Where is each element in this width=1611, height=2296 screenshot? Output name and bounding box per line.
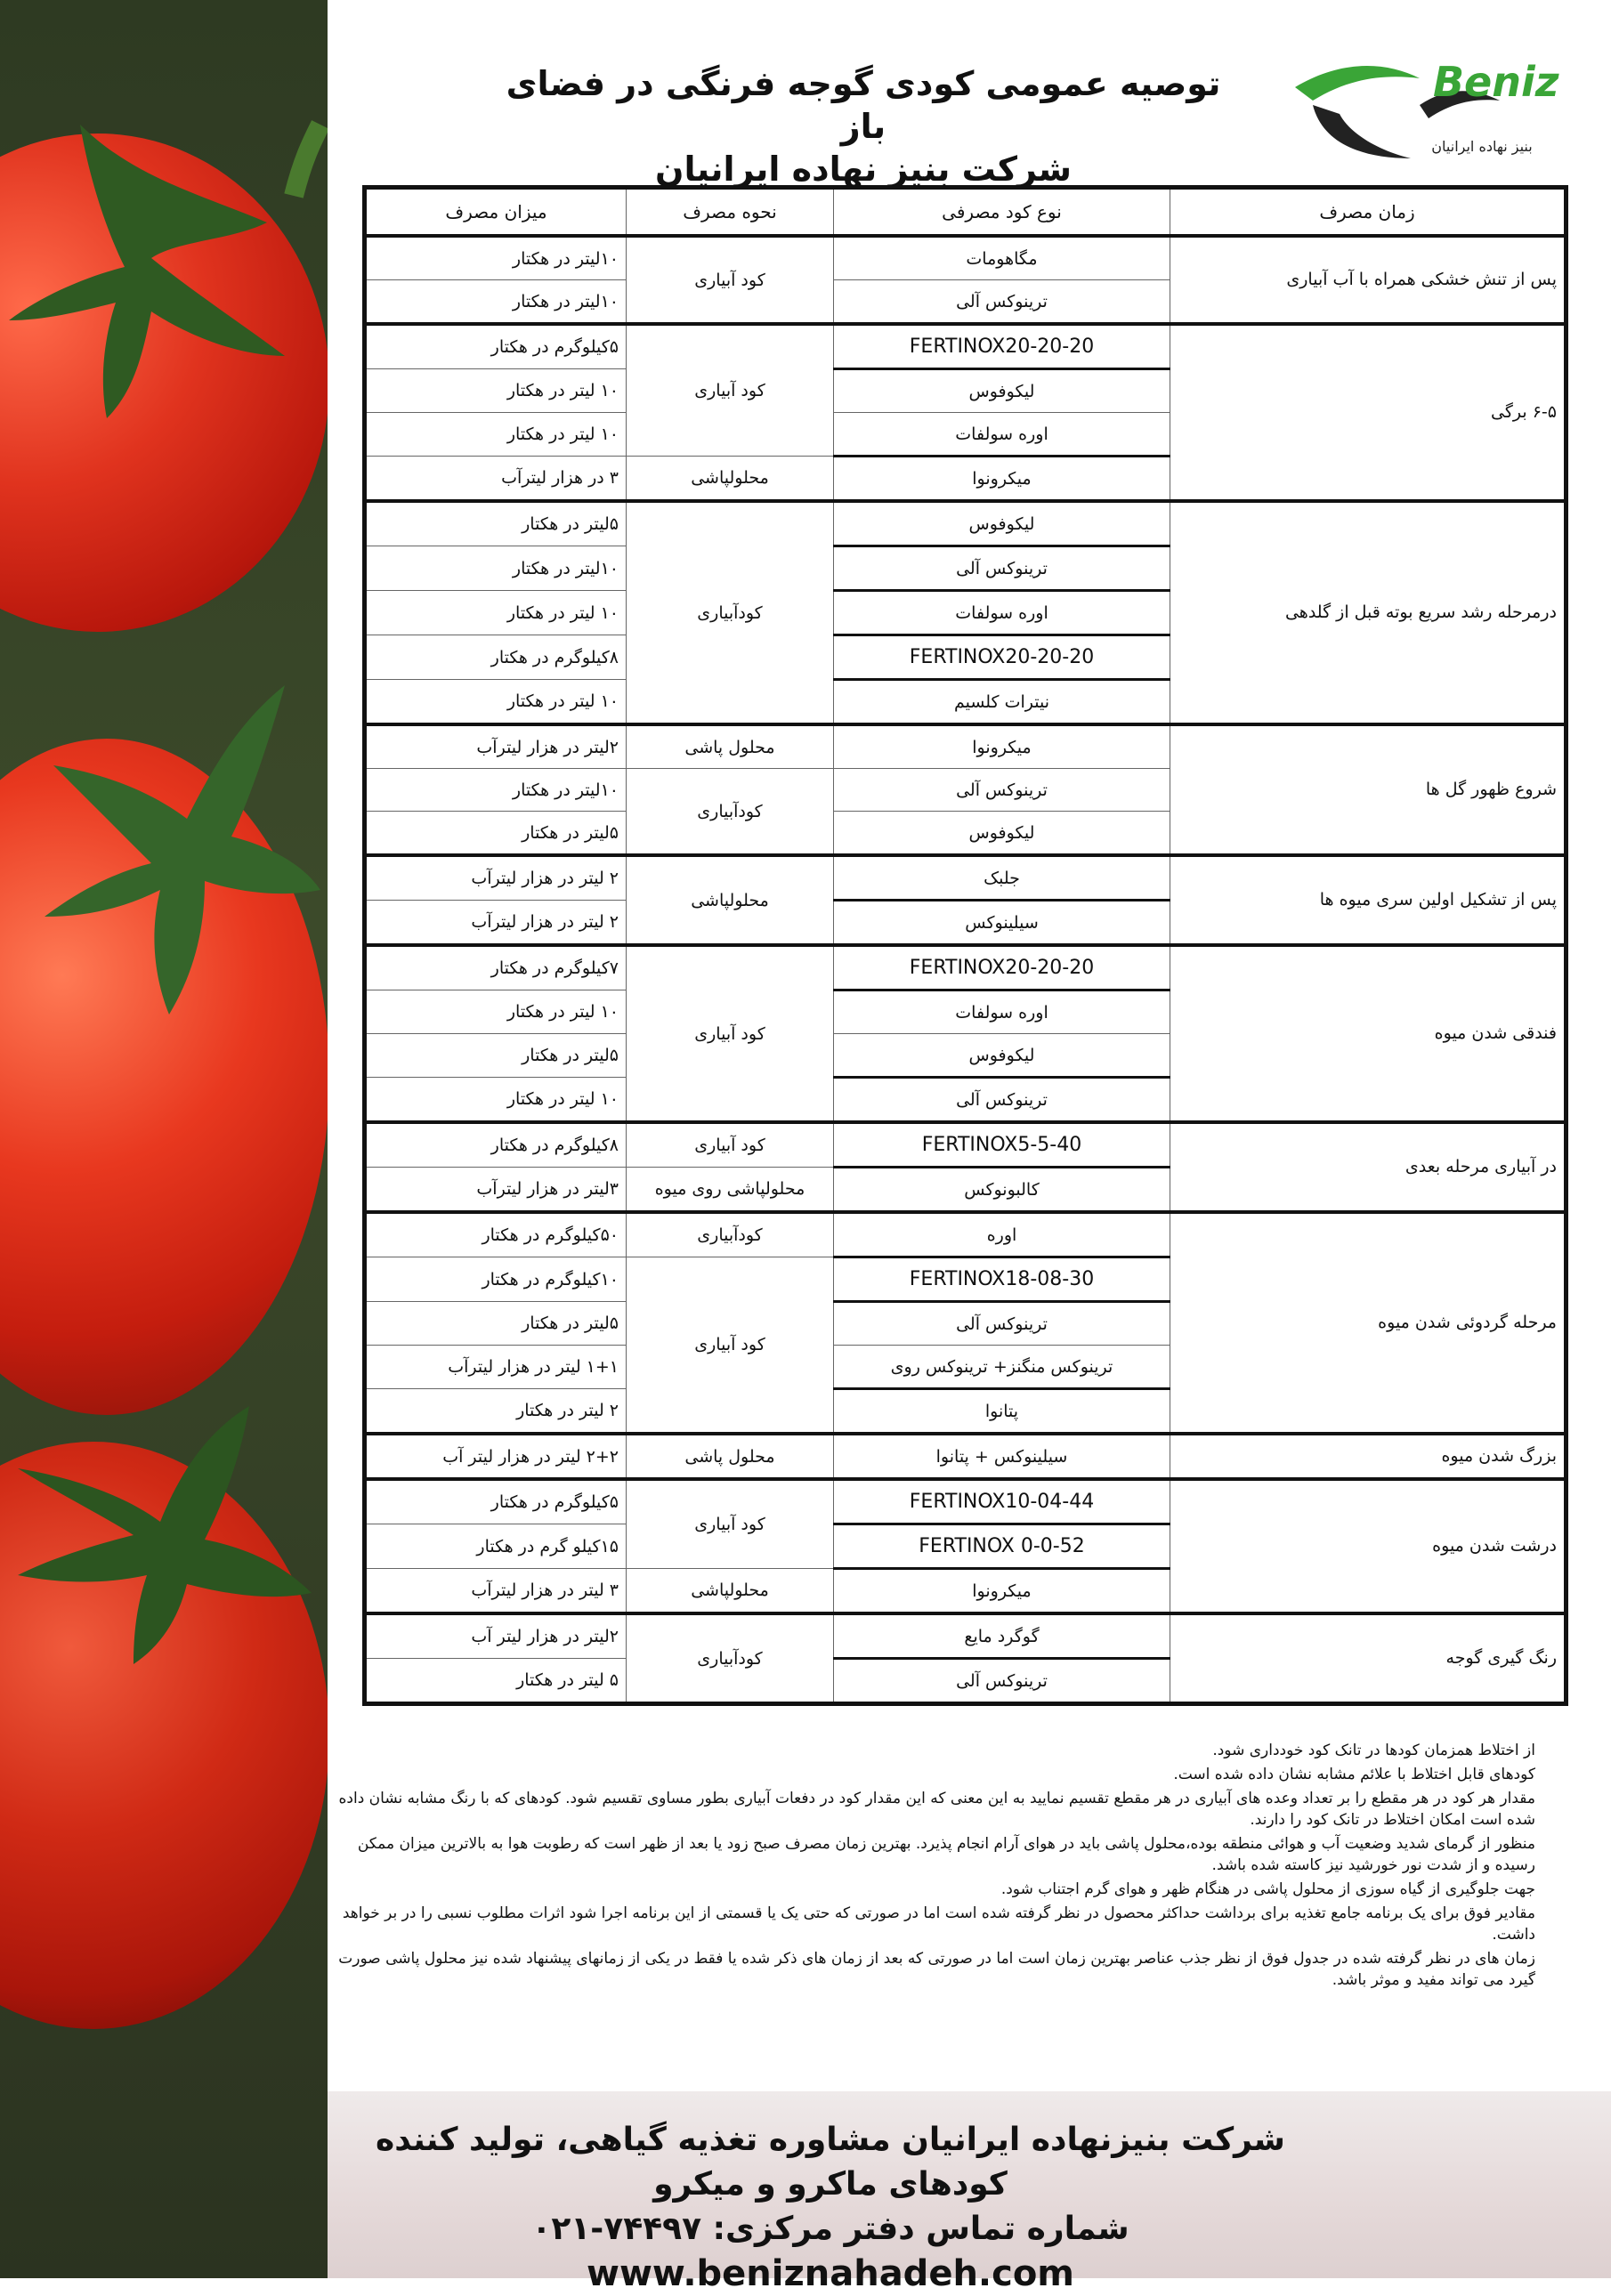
table-header-row <box>365 188 1566 237</box>
cell-method: محلولپاشی روی میوه <box>627 1168 834 1213</box>
note: مقدار هر کود در هر مقطع را بر تعداد وعده های آبیاری در هر مقطع تقسیم نمایید به این معنی که این مقدار کود در دفعات آبیاری بطور مساوی تقسیم شود. کودهای که با رنگ مشابه نشان داده شده است امکان اختلاط در تانک کود را دارند. <box>338 1790 1535 1829</box>
cell-fertilizer: ترینوکس آلی <box>834 1302 1170 1346</box>
cell-method: کودآبیاری <box>627 1613 834 1704</box>
cell-fertilizer: ترینوکس آلی <box>834 769 1170 812</box>
cell-fertilizer: لیکوفوس <box>834 1034 1170 1078</box>
cell-fertilizer: FERTINOX10-04-44 <box>834 1479 1170 1524</box>
cell-method: کود آبیاری <box>627 1122 834 1168</box>
table-row <box>365 1212 1566 1257</box>
header-method: نحوه مصرف <box>627 188 834 237</box>
cell-amount: ۸کیلوگرم در هکتار <box>365 635 627 680</box>
title-line-1: توصیه عمومی کودی گوجه فرنگی در فضای باز <box>506 64 1221 146</box>
cell-fertilizer: گوگرد مایع <box>834 1613 1170 1659</box>
cell-amount: ۱۵کیلو گرم در هکتار <box>365 1524 627 1569</box>
stem-bottom <box>0 1335 328 1673</box>
cell-fertilizer: FERTINOX20-20-20 <box>834 945 1170 990</box>
cell-fertilizer: FERTINOX20-20-20 <box>834 324 1170 369</box>
cell-time: پس از تشکیل اولین سری میوه ها <box>1170 855 1566 945</box>
footer-website-link[interactable]: www.beniznahadeh.com <box>587 2253 1074 2294</box>
cell-fertilizer: ترینوکس منگنز+ ترینوکس روی <box>834 1346 1170 1389</box>
cell-amount: ۱۰کیلوگرم در هکتار <box>365 1257 627 1302</box>
cell-amount: ۳ لیتر در هزار لیترآب <box>365 1569 627 1614</box>
cell-amount: ۱۰ لیتر در هکتار <box>365 591 627 635</box>
cell-time: درمرحله رشد سریع بوته قبل از گلدهی <box>1170 501 1566 724</box>
cell-fertilizer: اوره سولفات <box>834 591 1170 635</box>
table-row <box>365 1479 1566 1524</box>
logo-brand-text: Beniz <box>1433 58 1559 106</box>
page-title <box>498 62 1228 190</box>
note: از اختلاط همزمان کودها در تانک کود خودداری شود. <box>1212 1742 1535 1759</box>
table-row <box>365 1122 1566 1168</box>
cell-fertilizer: ترینوکس آلی <box>834 280 1170 325</box>
note: مقادیر فوق برای یک برنامه جامع تغذیه برای برداشت حداکثر محصول در نظر گرفته شده است اما در صورتی که حتی یک یا قسمتی از این برنامه اجرا شود اثرات مطلوب نسبی را در بر خواهد داشت. <box>342 1904 1535 1944</box>
cell-fertilizer: نیترات کلسیم <box>834 680 1170 725</box>
cell-amount: ۱۰لیتر در هکتار <box>365 769 627 812</box>
cell-method: کود آبیاری <box>627 945 834 1122</box>
cell-time: شروع ظهور گل ها <box>1170 724 1566 855</box>
cell-fertilizer: ترینوکس آلی <box>834 1078 1170 1123</box>
cell-method: کود آبیاری <box>627 1257 834 1435</box>
cell-method: محلولپاشی <box>627 1569 834 1614</box>
cell-fertilizer: مگاهومات <box>834 236 1170 280</box>
cell-fertilizer: FERTINOX20-20-20 <box>834 635 1170 680</box>
table-row <box>365 324 1566 369</box>
cell-fertilizer: FERTINOX5-5-40 <box>834 1122 1170 1168</box>
cell-method: کودآبیاری <box>627 501 834 724</box>
cell-amount: ۵کیلوگرم در هکتار <box>365 324 627 369</box>
cell-amount: ۸کیلوگرم در هکتار <box>365 1122 627 1168</box>
cell-fertilizer: لیکوفوس <box>834 812 1170 856</box>
table-row <box>365 236 1566 280</box>
table-row <box>365 855 1566 901</box>
cell-fertilizer: میکرونوا <box>834 1569 1170 1614</box>
tomato-photo <box>0 0 328 2278</box>
cell-amount: ۵ لیتر در هکتار <box>365 1659 627 1704</box>
cell-fertilizer: لیکوفوس <box>834 501 1170 546</box>
cell-time: ۶-۵ برگی <box>1170 324 1566 501</box>
cell-method: کودآبیاری <box>627 769 834 856</box>
cell-method: کودآبیاری <box>627 1212 834 1257</box>
note: کودهای قابل اختلاط با علائم مشابه نشان داده شده است. <box>1173 1766 1535 1783</box>
cell-fertilizer: کالبونوکس <box>834 1168 1170 1213</box>
cell-amount: ۲لیتر در هزار لیتر آب <box>365 1613 627 1659</box>
cell-amount: ۵لیتر در هکتار <box>365 1034 627 1078</box>
logo-tagline: بنیز نهاده ایرانیان <box>1431 138 1533 155</box>
cell-time: بزرگ شدن میوه <box>1170 1434 1566 1479</box>
cell-amount: ۲ لیتر در هکتار <box>365 1389 627 1435</box>
cell-fertilizer: سیلینوکس <box>834 901 1170 946</box>
cell-method: محلول پاشی <box>627 724 834 769</box>
cell-amount: ۱۰لیتر در هکتار <box>365 546 627 591</box>
note: زمان های در نظر گرفته شده در جدول فوق از نظر جذب عناصر بهترین زمان است اما در صورتی که بعد از زمان های ذکر شده یا فقط در یکی از زمانهای پیشنهاد شده نیز محلول پاشی صورت گیرد می تواند مفید و موثر باشد. <box>338 1950 1535 1989</box>
footer-phone-line: شماره تماس دفتر مرکزی: ۷۴۴۹۷-۰۲۱ <box>531 2211 1129 2247</box>
cell-amount: ۵لیتر در هکتار <box>365 501 627 546</box>
cell-amount: ۳ در هزار لیترآب <box>365 457 627 502</box>
cell-amount: ۲+۲ لیتر در هزار لیتر آب <box>365 1434 627 1479</box>
cell-time: درشت شدن میوه <box>1170 1479 1566 1613</box>
cell-method: کود آبیاری <box>627 236 834 324</box>
cell-amount: ۲ لیتر در هزار لیترآب <box>365 901 627 946</box>
table-row <box>365 1613 1566 1659</box>
table-body <box>365 236 1566 1704</box>
cell-method: کود آبیاری <box>627 324 834 457</box>
cell-fertilizer: ترینوکس آلی <box>834 1659 1170 1704</box>
cell-fertilizer: اوره سولفات <box>834 413 1170 457</box>
cell-fertilizer: جلبک <box>834 855 1170 901</box>
note: منظور از گرمای شدید وضعیت آب و هوائی منطقه بوده،محلول پاشی باید در هوای آرام انجام پذیرد. بهترین زمان مصرف صبح زود یا بعد از ظهر است که رطوبت هوا به بالاترین میزان ممکن رسیده و از شدت نور خورشید نیز کاسته شده باشد. <box>357 1835 1535 1874</box>
header-time: زمان مصرف <box>1170 188 1566 237</box>
cell-fertilizer: سیلینوکس + پتانوا <box>834 1434 1170 1479</box>
stem-middle <box>0 659 328 1032</box>
footer-company-line: شرکت بنیزنهاده ایرانیان مشاوره تغذیه گیاهی، تولید کننده کودهای ماکرو و میکرو <box>376 2122 1285 2203</box>
cell-method: محلول پاشی <box>627 1434 834 1479</box>
cell-amount: ۱+۱ لیتر در هزار لیترآب <box>365 1346 627 1389</box>
footer <box>328 2091 1611 2294</box>
cell-amount: ۳لیتر در هزار لیترآب <box>365 1168 627 1213</box>
fertilizer-table <box>362 185 1568 1706</box>
cell-amount: ۱۰ لیتر در هکتار <box>365 369 627 413</box>
cell-amount: ۱۰ لیتر در هکتار <box>365 990 627 1034</box>
header-amount: میزان مصرف <box>365 188 627 237</box>
cell-amount: ۲ لیتر در هزار لیترآب <box>365 855 627 901</box>
title-line-2: شرکت بنیز نهاده ایرانیان <box>655 150 1072 189</box>
cell-amount: ۵لیتر در هکتار <box>365 812 627 856</box>
header-fertilizer: نوع کود مصرفی <box>834 188 1170 237</box>
cell-fertilizer: FERTINOX 0-0-52 <box>834 1524 1170 1569</box>
cell-amount: ۱۰لیتر در هکتار <box>365 236 627 280</box>
cell-amount: ۱۰ لیتر در هکتار <box>365 413 627 457</box>
cell-amount: ۵کیلوگرم در هکتار <box>365 1479 627 1524</box>
note: جهت جلوگیری از گیاه سوزی از محلول پاشی در هنگام ظهر و هوای گرم اجتناب شود. <box>1000 1880 1535 1898</box>
cell-amount: ۵۰کیلوگرم در هکتار <box>365 1212 627 1257</box>
cell-time: رنگ گیری گوجه <box>1170 1613 1566 1704</box>
cell-time: در آبیاری مرحله بعدی <box>1170 1122 1566 1212</box>
table-row <box>365 1434 1566 1479</box>
cell-amount: ۱۰لیتر در هکتار <box>365 280 627 325</box>
cell-fertilizer: اوره <box>834 1212 1170 1257</box>
cell-fertilizer: اوره سولفات <box>834 990 1170 1034</box>
table-row <box>365 724 1566 769</box>
cell-time: مرحله گردوئی شدن میوه <box>1170 1212 1566 1434</box>
table-row <box>365 945 1566 990</box>
stem-top <box>0 89 328 498</box>
cell-amount: ۲لیتر در هزار لیترآب <box>365 724 627 769</box>
cell-method: محلولپاشی <box>627 855 834 945</box>
cell-fertilizer: میکرونوا <box>834 724 1170 769</box>
table-row <box>365 501 1566 546</box>
cell-time: فندقی شدن میوه <box>1170 945 1566 1122</box>
cell-amount: ۷کیلوگرم در هکتار <box>365 945 627 990</box>
cell-fertilizer: لیکوفوس <box>834 369 1170 413</box>
cell-amount: ۱۰ لیتر در هکتار <box>365 680 627 725</box>
cell-time: پس از تنش خشکی همراه با آب آبیاری <box>1170 236 1566 324</box>
cell-method: محلولپاشی <box>627 457 834 502</box>
cell-amount: ۵لیتر در هکتار <box>365 1302 627 1346</box>
beniz-logo <box>1286 52 1571 167</box>
cell-fertilizer: پتانوا <box>834 1389 1170 1435</box>
cell-method: کود آبیاری <box>627 1479 834 1569</box>
cell-amount: ۱۰ لیتر در هکتار <box>365 1078 627 1123</box>
cell-fertilizer: FERTINOX18-08-30 <box>834 1257 1170 1302</box>
notes-section <box>329 1740 1535 1993</box>
cell-fertilizer: میکرونوا <box>834 457 1170 502</box>
cell-fertilizer: ترینوکس آلی <box>834 546 1170 591</box>
